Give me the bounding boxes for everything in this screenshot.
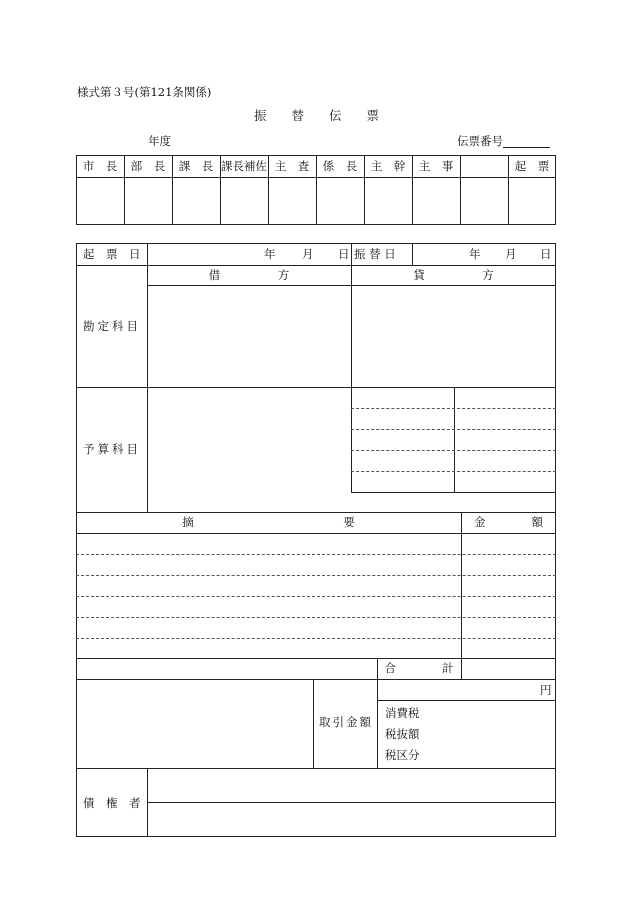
- yen-row-divider: [377, 700, 556, 701]
- creditor-name-field[interactable]: [148, 769, 555, 801]
- voucher-number-field[interactable]: [503, 147, 550, 148]
- transaction-left-divider: [313, 679, 314, 768]
- summary-field[interactable]: [77, 534, 460, 658]
- approval-label-director: 部 長: [130, 159, 166, 173]
- approval-stamp-issuer[interactable]: [509, 178, 555, 224]
- approval-label-section-chief: 課 長: [178, 159, 214, 173]
- budget-dashed-line-2: [351, 429, 556, 430]
- approval-stamp-director[interactable]: [125, 178, 171, 224]
- transaction-amount-label: 取引金額: [319, 715, 373, 729]
- fiscal-year-label: 年度: [148, 134, 171, 148]
- approval-label-senior-staff: 主 幹: [370, 159, 406, 173]
- pre-tax-amount-label: 税抜額: [385, 727, 420, 741]
- transfer-date-divider: [412, 243, 413, 265]
- budget-label: 予算科目: [83, 442, 141, 456]
- issue-date-day[interactable]: 日: [338, 247, 350, 261]
- transfer-date-month[interactable]: 月: [505, 247, 517, 261]
- debit-budget-field[interactable]: [148, 388, 350, 511]
- approval-label-issuer: 起 票: [514, 159, 550, 173]
- approval-stamp-chief-examiner[interactable]: [269, 178, 315, 224]
- transfer-date-year[interactable]: 年: [469, 247, 481, 261]
- approval-label-unit-chief: 係 長: [322, 159, 358, 173]
- form-number: 様式第３号(第121条関係): [77, 85, 212, 99]
- credit-label: 貸 方: [413, 268, 494, 282]
- date-mid-divider: [351, 243, 352, 265]
- account-label: 勘定科目: [83, 319, 141, 333]
- date-row-divider: [76, 265, 556, 266]
- budget-dashed-line-4: [351, 471, 556, 472]
- creditor-label: 債 権 者: [83, 796, 141, 810]
- approval-label-chief-examiner: 主 査: [274, 159, 310, 173]
- voucher-number-label: 伝票番号: [457, 134, 503, 148]
- budget-dashed-line-1: [351, 408, 556, 409]
- total-label: 合 計: [384, 661, 454, 675]
- approval-stamp-deputy-section-chief[interactable]: [221, 178, 267, 224]
- credit-budget-extra-field[interactable]: [352, 493, 555, 511]
- approval-stamp-senior-staff[interactable]: [365, 178, 411, 224]
- tax-category-label: 税区分: [385, 748, 420, 762]
- budget-dashed-line-3: [351, 450, 556, 451]
- transaction-notes-field[interactable]: [77, 680, 312, 767]
- transaction-right-divider: [377, 679, 378, 768]
- transfer-date-label: 振 替 日: [354, 247, 396, 261]
- approval-stamp-section-chief[interactable]: [173, 178, 219, 224]
- issue-date-label: 起 票 日: [83, 247, 141, 261]
- debit-label: 借 方: [208, 268, 290, 282]
- approval-label-staff: 主 事: [418, 159, 454, 173]
- debit-account-field[interactable]: [148, 286, 350, 386]
- approval-label-mayor: 市 長: [82, 159, 118, 173]
- transfer-date-day[interactable]: 日: [540, 247, 552, 261]
- issue-date-month[interactable]: 月: [302, 247, 314, 261]
- consumption-tax-label: 消費税: [385, 706, 420, 720]
- total-amount-field[interactable]: [462, 659, 555, 678]
- credit-account-field[interactable]: [352, 286, 555, 386]
- approval-label-deputy-section-chief: 課長補佐: [221, 159, 267, 173]
- approval-stamp-blank[interactable]: [461, 178, 507, 224]
- amount-label: 金 額: [474, 515, 543, 529]
- issue-date-year[interactable]: 年: [264, 247, 276, 261]
- creditor-address-field[interactable]: [148, 803, 555, 836]
- yen-label: 円: [540, 683, 552, 697]
- amount-field[interactable]: [462, 534, 555, 658]
- budget-summary-divider: [76, 512, 556, 513]
- approval-stamp-staff[interactable]: [413, 178, 459, 224]
- budget-subcolumn-divider: [454, 387, 455, 492]
- summary-label: 摘 要: [182, 515, 355, 529]
- approval-stamp-mayor[interactable]: [77, 178, 123, 224]
- page-title: 振 替 伝 票: [254, 108, 380, 123]
- approval-stamp-unit-chief[interactable]: [317, 178, 363, 224]
